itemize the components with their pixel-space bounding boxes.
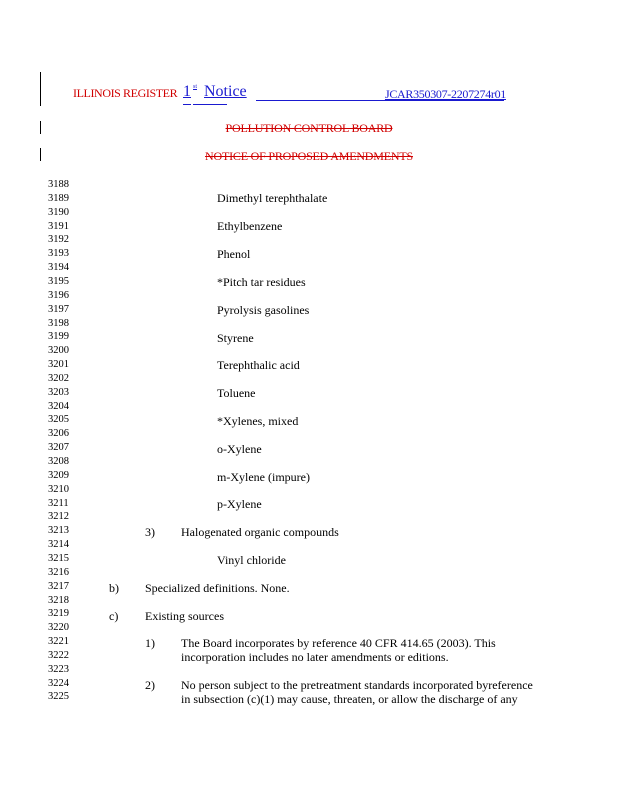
line-number: 3202 xyxy=(48,372,69,384)
line-number: 3212 xyxy=(48,511,69,523)
line-number: 3208 xyxy=(48,456,69,467)
subsection-heading: Halogenated organic compounds xyxy=(181,525,339,539)
line-number: 3218 xyxy=(48,594,69,606)
line-number: 3220 xyxy=(48,622,69,634)
line-number: 3205 xyxy=(48,414,69,426)
line-number: 3207 xyxy=(48,442,69,454)
line-number: 3210 xyxy=(48,483,69,495)
line-number: 3199 xyxy=(48,331,69,343)
line-number: 3197 xyxy=(48,303,69,315)
line-number: 3224 xyxy=(48,677,69,689)
list-item: Toluene xyxy=(217,386,256,400)
paragraph-line: in subsection (c)(1) may cause, threaten, or allow the discharge of any xyxy=(181,692,518,706)
line-number: 3191 xyxy=(48,220,69,232)
list-item: o-Xylene xyxy=(217,442,262,456)
line-number: 3201 xyxy=(48,359,69,370)
paragraph-line: No person subject to the pretreatment standards incorporated byreference xyxy=(181,678,533,692)
line-number: 3200 xyxy=(48,345,69,357)
line-number: 3194 xyxy=(48,262,69,274)
line-number: 3196 xyxy=(48,289,69,301)
line-number: 3215 xyxy=(48,553,69,564)
subsection-text: Specialized definitions. None. xyxy=(145,581,290,595)
paragraph-number: 1) xyxy=(145,636,155,650)
issue-number: 1 xyxy=(183,83,191,100)
issue-suffix: st xyxy=(193,84,198,90)
paragraph-line: incorporation includes no later amendments or editions. xyxy=(181,650,449,664)
line-number: 3214 xyxy=(48,539,69,551)
line-number: 3223 xyxy=(48,663,69,675)
line-number: 3189 xyxy=(48,192,69,204)
list-item: Ethylbenzene xyxy=(217,219,283,233)
notice-title: NOTICE OF PROPOSED AMENDMENTS xyxy=(205,149,413,163)
subsection-text: Existing sources xyxy=(145,609,224,623)
line-number: 3204 xyxy=(48,400,69,412)
paragraph-line: The Board incorporates by reference 40 CFR 414.65 (2003). This xyxy=(181,636,496,650)
line-number: 3209 xyxy=(48,469,69,481)
line-number: 3225 xyxy=(48,691,69,703)
line-number: 3211 xyxy=(48,497,69,509)
list-item: Terephthalic acid xyxy=(217,358,300,372)
subsection-number: 3) xyxy=(145,525,155,539)
paragraph-number: 2) xyxy=(145,678,155,692)
header-double-underline xyxy=(193,104,227,105)
list-item: *Pitch tar residues xyxy=(217,275,306,289)
list-item: Pyrolysis gasolines xyxy=(217,303,310,317)
list-item: Vinyl chloride xyxy=(217,553,286,567)
change-bar xyxy=(40,72,41,106)
subsection-label: b) xyxy=(109,581,119,595)
notice-label: Notice xyxy=(204,83,247,100)
line-number: 3217 xyxy=(48,580,69,592)
line-number: 3216 xyxy=(48,566,69,578)
line-number: 3192 xyxy=(48,234,69,246)
agency-title: POLLUTION CONTROL BOARD xyxy=(225,121,393,135)
list-item: Phenol xyxy=(217,247,251,261)
jcar-code: JCAR350307-2207274r01 xyxy=(384,87,506,101)
line-number: 3193 xyxy=(48,248,69,260)
line-number: 3219 xyxy=(48,608,69,620)
line-number: 3188 xyxy=(48,179,69,190)
line-number: 3213 xyxy=(48,525,69,537)
register-label: ILLINOIS REGISTER xyxy=(73,86,178,100)
page-header xyxy=(73,83,533,107)
list-item: m-Xylene (impure) xyxy=(217,470,310,484)
list-item: Styrene xyxy=(217,331,254,345)
list-item: *Xylenes, mixed xyxy=(217,414,299,428)
line-number: 3195 xyxy=(48,275,69,287)
list-item: p-Xylene xyxy=(217,497,262,511)
subsection-label: c) xyxy=(109,609,119,623)
list-item: Dimethyl terephthalate xyxy=(217,191,328,205)
line-number: 3190 xyxy=(48,206,69,218)
header-double-underline xyxy=(183,104,191,105)
line-number: 3221 xyxy=(48,636,69,647)
line-number: 3222 xyxy=(48,649,69,661)
line-number: 3206 xyxy=(48,428,69,440)
line-number: 3198 xyxy=(48,317,69,329)
line-number: 3203 xyxy=(48,386,69,398)
